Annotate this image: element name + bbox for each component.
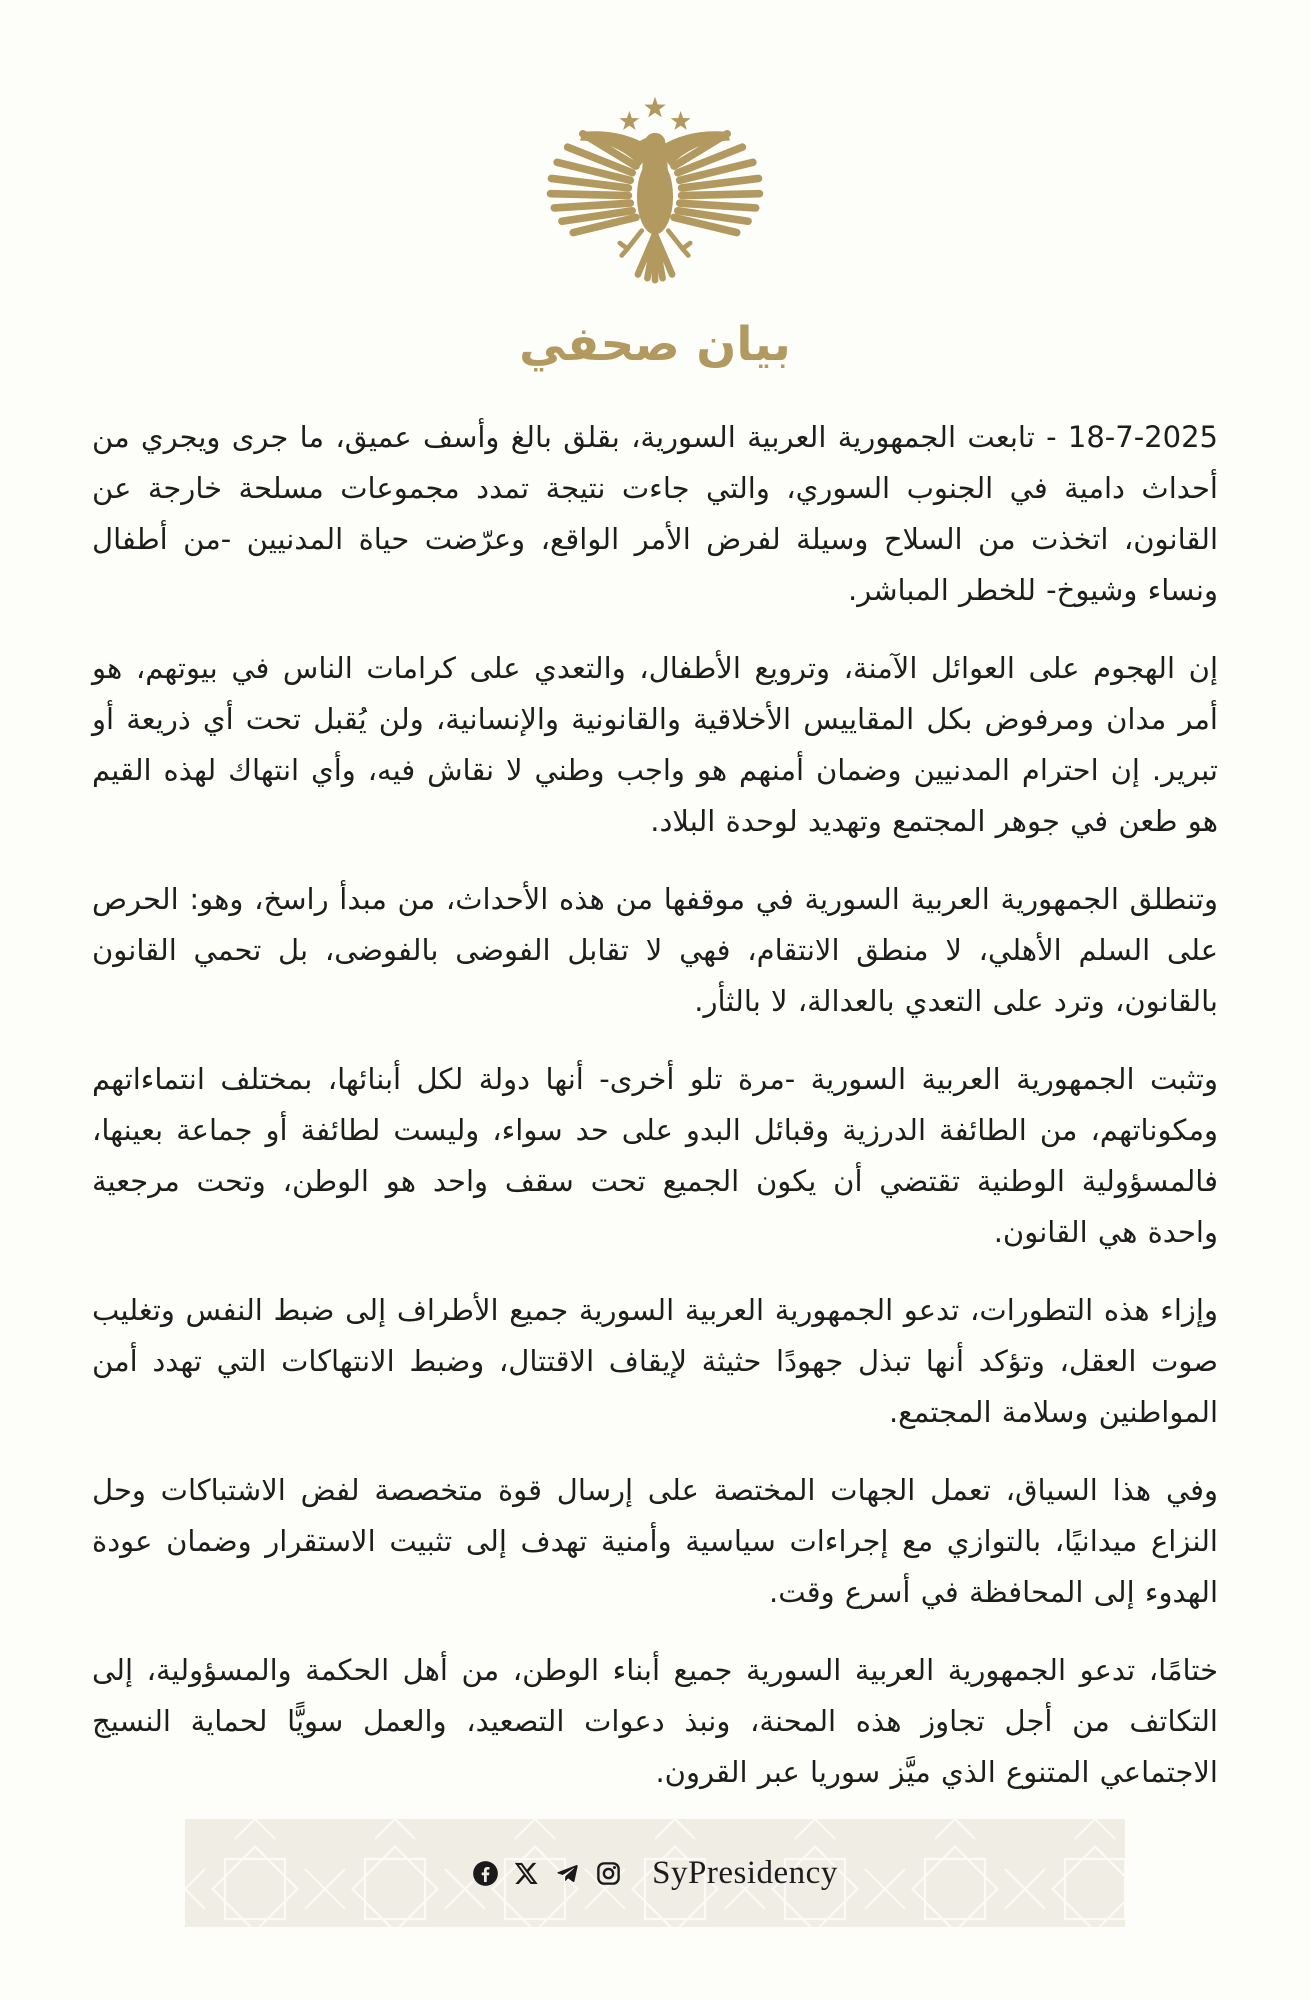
paragraph-4: وتثبت الجمهورية العربية السورية -مرة تلو أخرى- أنها دولة لكل أبنائها، بمختلف انتماءاتهم ومكوناتهم، من الطائفة الدرزية وقبائل البدو على حد سواء، وليست لطائفة أو جماعة بعينها، فالمسؤولية الوطنية تقتضي أن يكون الجميع تحت سقف واحد هو الوطن، وتحت مرجعية واحدة هي القانون. [92, 1062, 1218, 1249]
eagle-emblem-icon [541, 92, 769, 301]
paragraph-1-text: - تابعت الجمهورية العربية السورية، بقلق بالغ وأسف عميق، ما جرى ويجري من أحداث دامية في الجنوب السوري، والتي جاءت نتيجة تمدد مجموعات مسلحة خارجة عن القانون، اتخذت من السلاح وسيلة لفرض الأمر الواقع، وعرّضت حياة المدنيين -من أطفال ونساء وشيوخ- للخطر المباشر. [92, 420, 1218, 607]
social-handle: SyPresidency [652, 1854, 838, 1891]
page-title: بيان صحفي [519, 317, 791, 372]
paragraph-2: إن الهجوم على العوائل الآمنة، وترويع الأطفال، والتعدي على كرامات الناس في بيوتهم، هو أمر مدان ومرفوض بكل المقاييس الأخلاقية والقانونية والإنسانية، ولن يُقبل تحت أي ذريعة أو تبرير. إن احترام المدنيين وضمان أمنهم هو واجب وطني لا نقاش فيه، وأي انتهاك لهذه القيم هو طعن في جوهر المجتمع وتهديد لوحدة البلاد. [92, 651, 1218, 838]
facebook-icon [472, 1860, 499, 1887]
instagram-icon [595, 1860, 622, 1887]
statement-date: 18-7-2025 [1067, 420, 1218, 454]
paragraph-6: وفي هذا السياق، تعمل الجهات المختصة على إرسال قوة متخصصة لفض الاشتباكات وحل النزاع ميدانيًا، بالتوازي مع إجراءات سياسية وأمنية تهدف إلى تثبيت الاستقرار وضمان عودة الهدوء إلى المحافظة في أسرع وقت. [92, 1473, 1218, 1609]
paragraph-3: وتنطلق الجمهورية العربية السورية في موقفها من هذه الأحداث، من مبدأ راسخ، وهو: الحرص على السلم الأهلي، لا منطق الانتقام، فهي لا تقابل الفوضى بالفوضى، بل تحمي القانون بالقانون، وترد على التعدي بالعدالة، لا بالثأر. [92, 882, 1218, 1018]
paragraph-5: وإزاء هذه التطورات، تدعو الجمهورية العربية السورية جميع الأطراف إلى ضبط النفس وتغليب صوت العقل، وتؤكد أنها تبذل جهودًا حثيثة لإيقاف الاقتتال، وضبط الانتهاكات التي تهدد أمن المواطنين وسلامة المجتمع. [92, 1293, 1218, 1429]
footer-social-row [185, 1819, 1125, 1927]
paragraph-7: ختامًا، تدعو الجمهورية العربية السورية جميع أبناء الوطن، من أهل الحكمة والمسؤولية، إلى التكاتف من أجل تجاوز هذه المحنة، ونبذ دعوات التصعيد، والعمل سويًّا لحماية النسيج الاجتماعي المتنوع الذي ميَّز سوريا عبر القرون. [92, 1653, 1218, 1789]
paragraph-1 [92, 412, 1218, 616]
telegram-icon [554, 1860, 581, 1887]
footer-band [185, 1819, 1125, 1927]
x-icon [513, 1860, 540, 1887]
emblem-stars [619, 97, 690, 130]
statement-body [92, 412, 1218, 1798]
emblem-container [0, 0, 1310, 301]
